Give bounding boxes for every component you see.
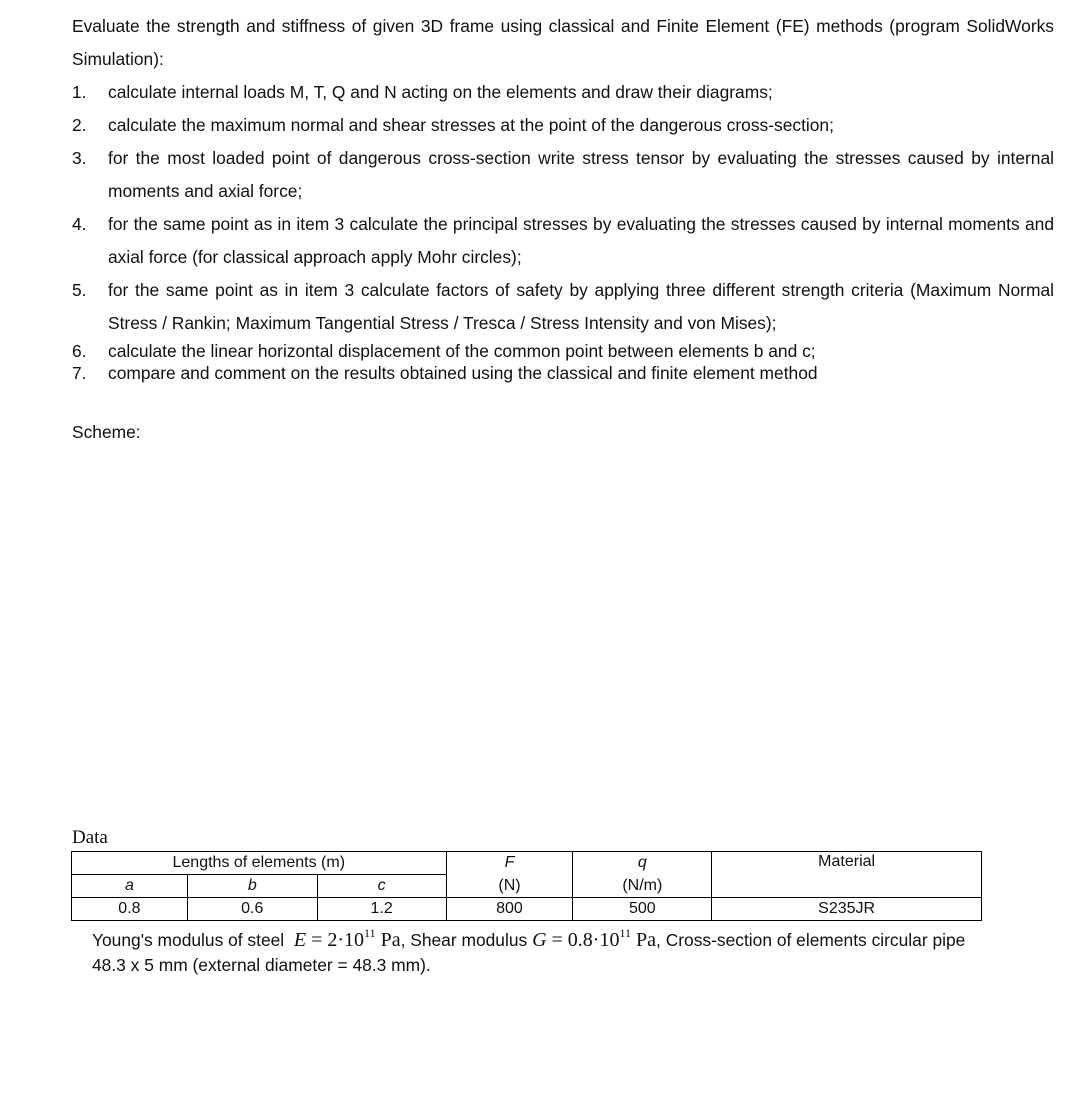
shear-modulus-exponent: 11 bbox=[619, 926, 632, 940]
material-header: Material bbox=[712, 852, 982, 898]
force-unit: (N) bbox=[446, 875, 573, 898]
task-number: 5. bbox=[72, 280, 87, 300]
shear-modulus-formula bbox=[532, 926, 657, 951]
data-heading: Data bbox=[72, 827, 108, 848]
task-text: compare and comment on the results obtained using the classical and finite element method bbox=[108, 363, 818, 383]
table-header-row bbox=[72, 852, 982, 875]
assignment-intro: Evaluate the strength and stiffness of given 3D frame using classical and Finite Element (FE) methods (program SolidWorks Simulation): bbox=[72, 16, 1054, 69]
task-item-7 bbox=[72, 362, 1054, 384]
task-text: for the most loaded point of dangerous cross-section write stress tensor by evaluating the stresses caused by internal moments and axial force; bbox=[108, 148, 1054, 201]
task-number: 4. bbox=[72, 214, 87, 234]
young-modulus-label: Young's modulus of steel bbox=[92, 930, 285, 950]
material-properties bbox=[92, 928, 992, 978]
shear-modulus-unit: Pa bbox=[636, 929, 657, 951]
task-item-6 bbox=[72, 340, 1054, 362]
shear-modulus-symbol: G bbox=[532, 929, 547, 951]
task-item-1 bbox=[72, 76, 1054, 109]
length-c-value: 1.2 bbox=[317, 898, 446, 921]
force-header: F bbox=[446, 852, 573, 875]
task-text: for the same point as in item 3 calculate factors of safety by applying three different strength criteria (Maximum Normal Stress / Rankin; Maximum Tangential Stress / Tresca / Stress Intensity and von Mises); bbox=[108, 280, 1054, 333]
task-text: for the same point as in item 3 calculate the principal stresses by evaluating the stresses caused by internal moments and axial force (for classical approach apply Mohr circles); bbox=[108, 214, 1054, 267]
task-item-4 bbox=[72, 208, 1054, 274]
task-number: 3. bbox=[72, 148, 87, 168]
task-text: calculate internal loads M, T, Q and N acting on the elements and draw their diagrams; bbox=[108, 82, 773, 102]
length-a-value: 0.8 bbox=[72, 898, 188, 921]
task-number: 7. bbox=[72, 363, 87, 383]
young-modulus-formula bbox=[293, 926, 401, 951]
length-c-header: c bbox=[317, 875, 446, 898]
task-list bbox=[72, 76, 1054, 384]
young-modulus-symbol: E bbox=[293, 929, 307, 951]
data-table bbox=[71, 851, 982, 921]
cross-section-text: , Cross-section of elements circular pipe 48.3 x 5 mm (external diameter = 48.3 mm). bbox=[92, 930, 966, 975]
material-value: S235JR bbox=[712, 898, 982, 921]
table-row bbox=[72, 898, 982, 921]
task-text: calculate the maximum normal and shear stresses at the point of the dangerous cross-section; bbox=[108, 115, 834, 135]
scheme-heading: Scheme: bbox=[72, 422, 141, 442]
distributed-load-unit: (N/m) bbox=[573, 875, 712, 898]
length-a-header: a bbox=[72, 875, 188, 898]
distributed-load-header: q bbox=[573, 852, 712, 875]
lengths-header: Lengths of elements (m) bbox=[72, 852, 447, 875]
shear-modulus-label: , Shear modulus bbox=[400, 930, 528, 950]
task-number: 1. bbox=[72, 82, 87, 102]
young-modulus-unit: Pa bbox=[380, 929, 401, 951]
length-b-value: 0.6 bbox=[187, 898, 317, 921]
task-number: 2. bbox=[72, 115, 87, 135]
task-item-2 bbox=[72, 109, 1054, 142]
length-b-header: b bbox=[187, 875, 317, 898]
distributed-load-value: 500 bbox=[573, 898, 712, 921]
shear-modulus-value: = 0.8·10 bbox=[551, 929, 620, 951]
task-text: calculate the linear horizontal displacement of the common point between elements b and c; bbox=[108, 341, 816, 361]
task-item-5 bbox=[72, 274, 1054, 340]
young-modulus-value: = 2·10 bbox=[311, 929, 365, 951]
young-modulus-exponent: 11 bbox=[364, 926, 376, 940]
task-number: 6. bbox=[72, 341, 87, 361]
task-item-3 bbox=[72, 142, 1054, 208]
force-value: 800 bbox=[446, 898, 573, 921]
